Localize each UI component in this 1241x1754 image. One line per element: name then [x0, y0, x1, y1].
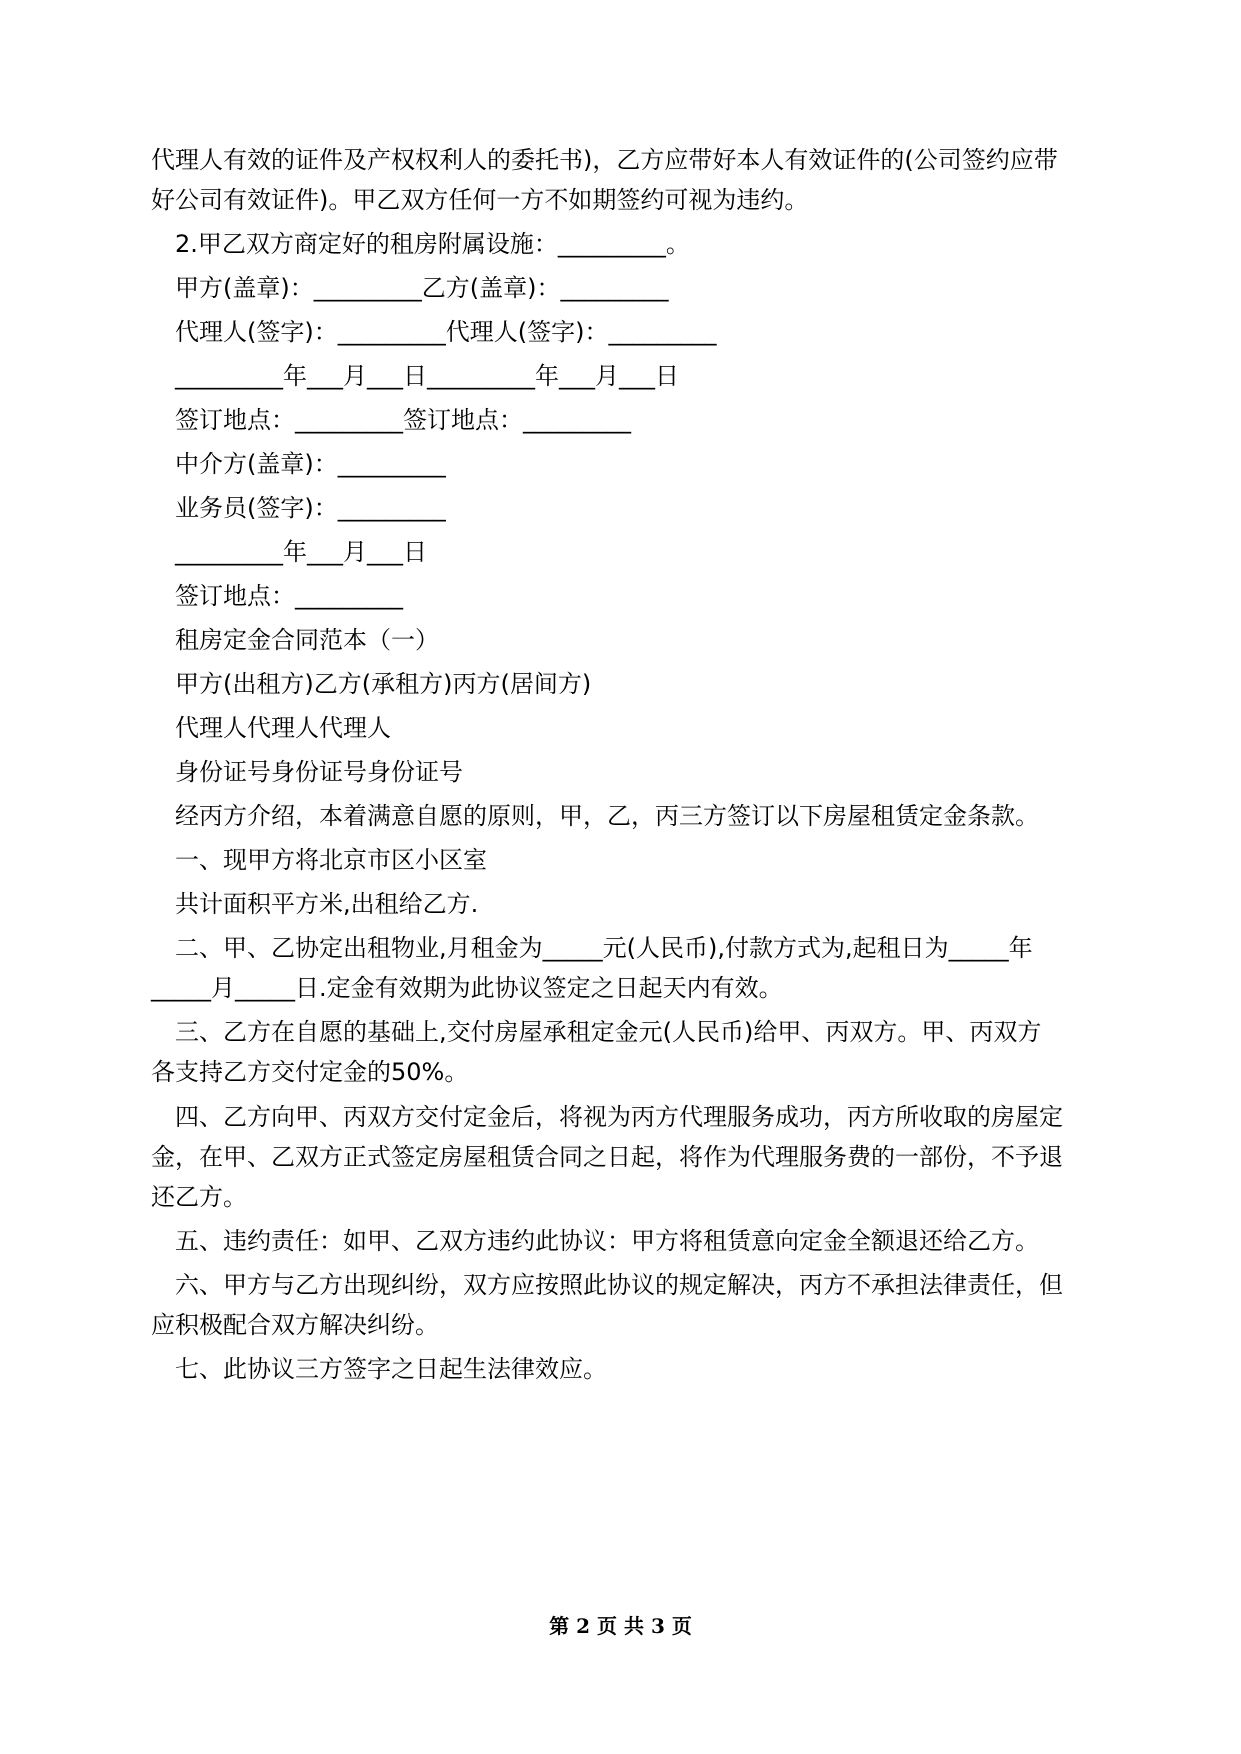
clause-line: 五、违约责任：如甲、乙双方违约此协议：甲方将租赁意向定金全额退还给乙方。 — [175, 1227, 1039, 1255]
signature-line: 中介方(盖章)：_________ — [175, 450, 446, 478]
clause-line: 一、现甲方将北京市区小区室 — [175, 846, 487, 874]
date-line: _________年___月___日 — [175, 538, 427, 566]
paragraph-line: 身份证号身份证号身份证号 — [175, 758, 463, 786]
page-number: 第 2 页 共 3 页 — [549, 1614, 692, 1638]
section-title: 租房定金合同范本（一） — [175, 626, 439, 654]
paragraph-line: 代理人代理人代理人 — [175, 714, 391, 742]
clause-line: 四、乙方向甲、丙双方交付定金后，将视为丙方代理服务成功，丙方所收取的房屋定 — [175, 1103, 1063, 1131]
paragraph-line: 还乙方。 — [151, 1183, 247, 1211]
paragraph-line: 2.甲乙双方商定好的租房附属设施：_________。 — [175, 230, 690, 258]
paragraph-line: 金，在甲、乙双方正式签定房屋租赁合同之日起，将作为代理服务费的一部份，不予退 — [151, 1143, 1063, 1171]
paragraph-line: 应积极配合双方解决纠纷。 — [151, 1311, 439, 1339]
signature-line: 业务员(签字)：_________ — [175, 494, 446, 522]
clause-line: 七、此协议三方签字之日起生法律效应。 — [175, 1355, 607, 1383]
paragraph-line: 好公司有效证件)。甲乙双方任何一方不如期签约可视为违约。 — [151, 186, 809, 214]
signature-line: 签订地点：_________ — [175, 582, 403, 610]
clause-line: 六、甲方与乙方出现纠纷，双方应按照此协议的规定解决，丙方不承担法律责任，但 — [175, 1271, 1063, 1299]
paragraph-line: 共计面积平方米,出租给乙方. — [175, 890, 479, 918]
clause-line: 二、甲、乙协定出租物业,月租金为_____元(人民币),付款方式为,起租日为_____年 — [175, 934, 1033, 962]
clause-line: 三、乙方在自愿的基础上,交付房屋承租定金元(人民币)给甲、丙双方。甲、丙双方 — [175, 1018, 1042, 1046]
paragraph-line: 经丙方介绍，本着满意自愿的原则，甲，乙，丙三方签订以下房屋租赁定金条款。 — [175, 802, 1039, 830]
signature-line: 签订地点：_________签订地点：_________ — [175, 406, 631, 434]
signature-line: 代理人(签字)：_________代理人(签字)：_________ — [175, 318, 717, 346]
date-line: _________年___月___日_________年___月___日 — [175, 362, 679, 390]
paragraph-line: _____月_____日.定金有效期为此协议签定之日起天内有效。 — [151, 974, 783, 1002]
paragraph-line: 代理人有效的证件及产权权利人的委托书)，乙方应带好本人有效证件的(公司签约应带 — [151, 146, 1058, 174]
paragraph-line: 各支持乙方交付定金的50%。 — [151, 1058, 469, 1086]
paragraph-line: 甲方(出租方)乙方(承租方)丙方(居间方) — [175, 670, 592, 698]
signature-line: 甲方(盖章)：_________乙方(盖章)：_________ — [175, 274, 669, 302]
